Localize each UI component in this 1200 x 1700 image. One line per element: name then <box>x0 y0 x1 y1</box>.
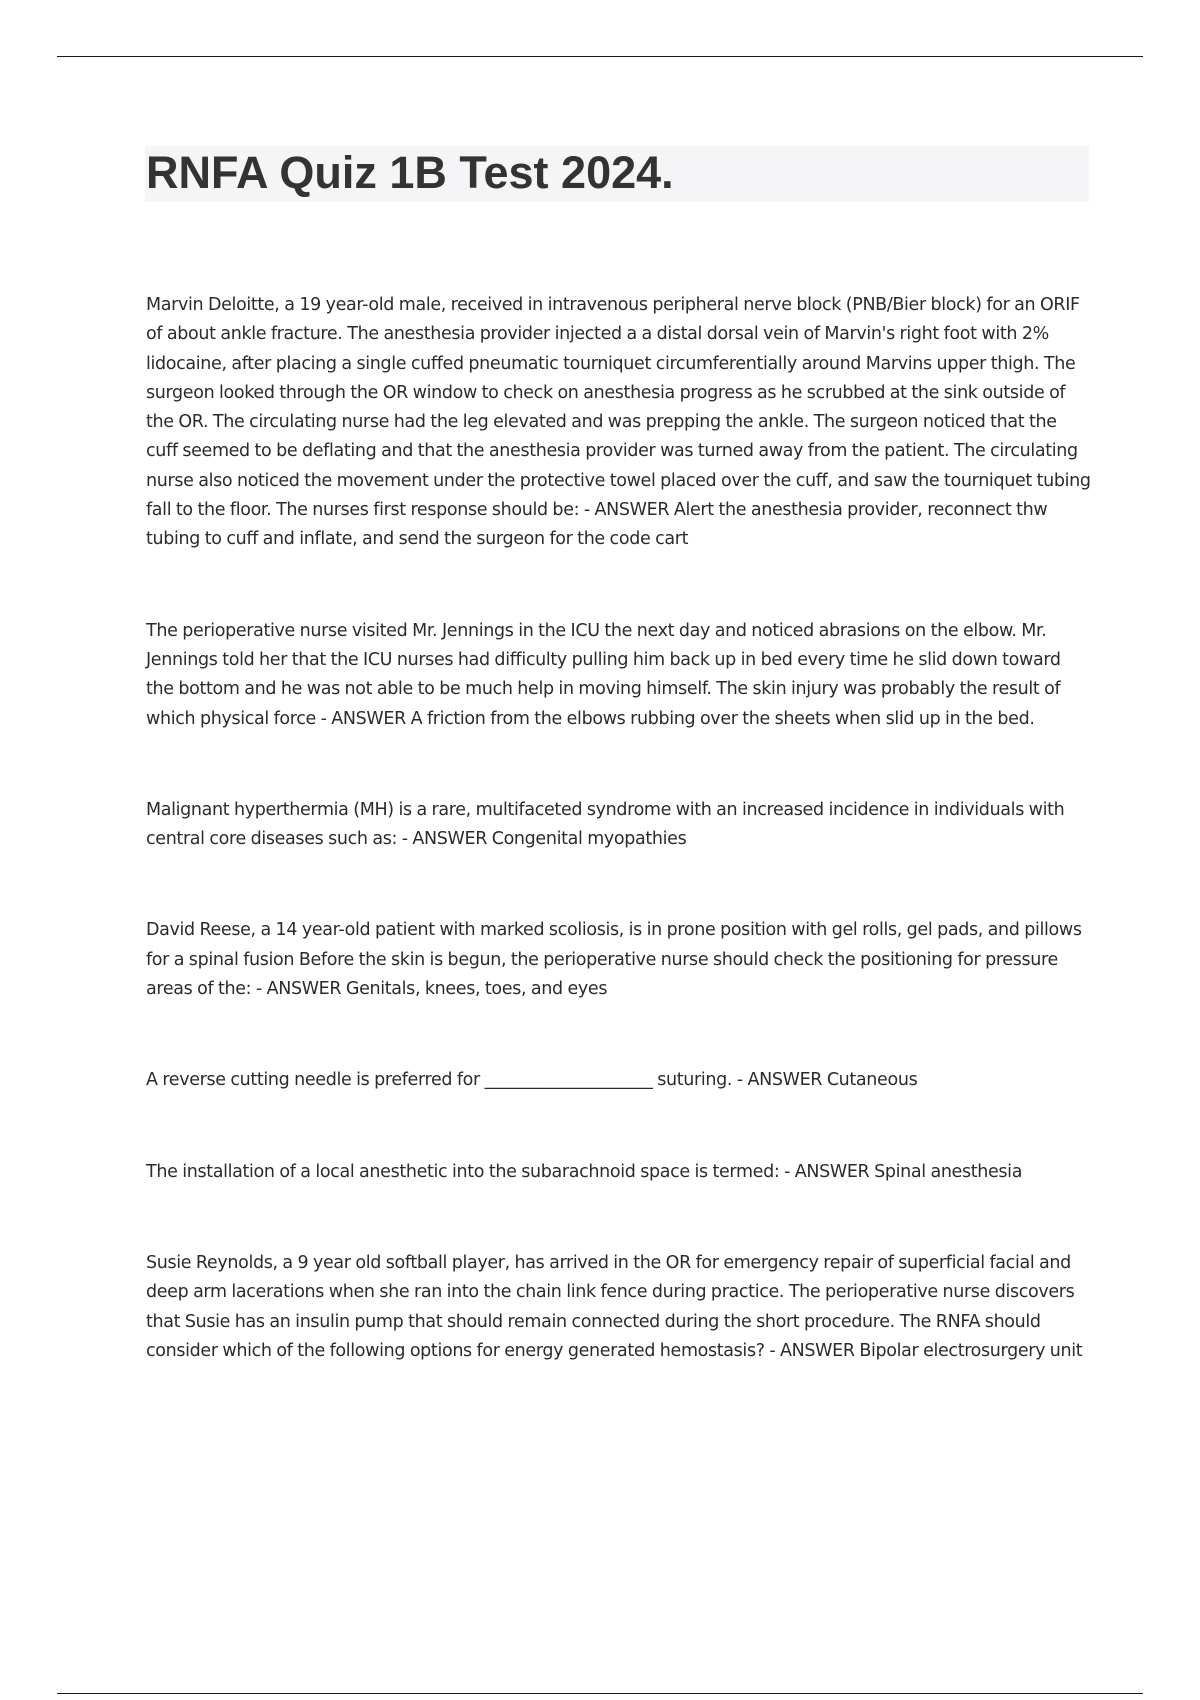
footer-rule <box>57 1693 1143 1694</box>
qa-item-friction: The perioperative nurse visited Mr. Jennings in the ICU the next day and noticed abrasions on the elbow. Mr. Jennings told her that the ICU nurses had difficulty pulling him back up in bed every time he slid down toward the bottom and he was not able to be much help in moving himself. The skin injury was probably the result of which physical force - ANSWER A friction from the elbows rubbing over the sheets when slid up in the bed. <box>146 620 1061 729</box>
qa-item-malignant-hyperthermia: Malignant hyperthermia (MH) is a rare, multifaceted syndrome with an increased incidence in individuals with central core diseases such as: - ANSWER Congenital myopathies <box>146 799 1065 850</box>
qa-list <box>146 291 1091 1366</box>
qa-item-energy-hemostasis: Susie Reynolds, a 9 year old softball player, has arrived in the OR for emergency repair of superficial facial and deep arm lacerations when she ran into the chain link fence during practice. The perioperative nurse discovers that Susie has an insulin pump that should remain connected during the short procedure. The RNFA should consider which of the following options for energy generated hemostasis? - ANSWER Bipolar electrosurgery unit <box>146 1252 1083 1361</box>
qa-item-tourniquet: Marvin Deloitte, a 19 year-old male, received in intravenous peripheral nerve block (PNB/Bier block) for an ORIF of about ankle fracture. The anesthesia provider injected a a distal dorsal vein of Marvin's right foot with 2% lidocaine, after placing a single cuffed pneumatic tourniquet circumferentially around Marvins upper thigh. The surgeon looked through the OR window to check on anesthesia progress as he scrubbed at the sink outside of the OR. The circulating nurse had the leg elevated and was prepping the ankle. The surgeon noticed that the cuff seemed to be deflating and that the anesthesia provider was turned away from the patient. The circulating nurse also noticed the movement under the protective towel placed over the cuff, and saw the tourniquet tubing fall to the floor. The nurses first response should be: - ANSWER Alert the anesthesia provider, reconnect thw tubing to cuff and inflate, and send the surgeon for the code cart <box>146 295 1091 550</box>
qa-item-reverse-cutting-needle: A reverse cutting needle is preferred for ____________________ suturing. - ANSWER Cutaneous <box>146 1070 918 1091</box>
qa-item-spinal-anesthesia: The installation of a local anesthetic into the subarachnoid space is termed: - ANSWER Spinal anesthesia <box>146 1161 1023 1182</box>
document-title: RNFA Quiz 1B Test 2024. <box>146 147 674 198</box>
qa-item-prone-positioning: David Reese, a 14 year-old patient with marked scoliosis, is in prone position with gel rolls, gel pads, and pillows for a spinal fusion Before the skin is begun, the perioperative nurse should check the positioning for pressure areas of the: - ANSWER Genitals, knees, toes, and eyes <box>146 920 1082 1000</box>
header-rule <box>57 56 1143 57</box>
